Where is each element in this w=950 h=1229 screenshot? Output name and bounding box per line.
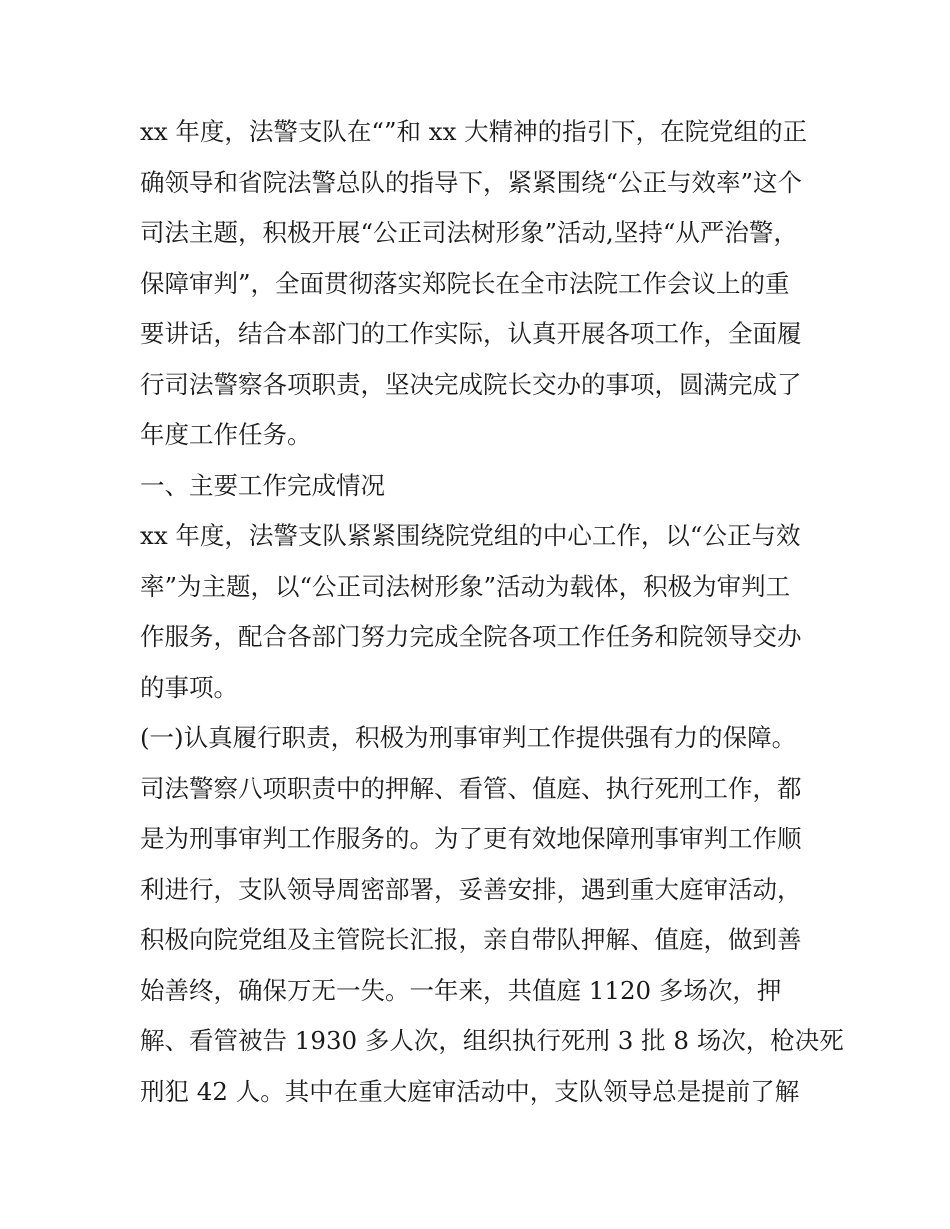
subsection-heading: (一)认真履行职责，积极为刑事审判工作提供强有力的保障。 xyxy=(140,723,797,752)
text-line: 要讲话，结合本部门的工作实际，认真开展各项工作，全面履 xyxy=(140,319,802,348)
text-line: 积极向院党组及主管院长汇报，亲自带队押解、值庭，做到善 xyxy=(140,925,802,954)
text-line: 解、看管被告 1930 多人次，组织执行死刑 3 批 8 场次，枪决死 xyxy=(140,1026,844,1055)
text-line: 司法主题，积极开展“公正司法树形象”活动,坚持“从严治警， xyxy=(140,218,798,247)
text-line: xx 年度，法警支队紧紧围绕院党组的中心工作，以“公正与效 xyxy=(140,521,801,550)
text-line: 的事项。 xyxy=(140,672,238,702)
text-line: 司法警察八项职责中的押解、看管、值庭、执行死刑工作，都 xyxy=(140,773,802,803)
section-heading: 一、主要工作完成情况 xyxy=(140,470,385,500)
text-line: 始善终，确保万无一失。一年来，共值庭 1120 多场次，押 xyxy=(140,975,782,1005)
text-line: 年度工作任务。 xyxy=(140,420,312,449)
text-line: 确领导和省院法警总队的指导下，紧紧围绕“公正与效率”这个 xyxy=(140,167,803,197)
text-line: 作服务，配合各部门努力完成全院各项工作任务和院领导交办 xyxy=(140,622,802,651)
text-line: 是为刑事审判工作服务的。为了更有效地保障刑事审判工作顺 xyxy=(140,824,802,853)
text-line: 行司法警察各项职责，坚决完成院长交办的事项，圆满完成了 xyxy=(140,369,802,399)
text-line: 保障审判”，全面贯彻落实郑院长在全市法院工作会议上的重 xyxy=(140,268,790,298)
text-line: 刑犯 42 人。其中在重大庭审活动中，支队领导总是提前了解 xyxy=(140,1076,800,1106)
text-line: 利进行，支队领导周密部署，妥善安排，遇到重大庭审活动， xyxy=(140,874,802,904)
text-line: xx 年度，法警支队在“”和 xx 大精神的指引下，在院党组的正 xyxy=(140,117,808,146)
text-line: 率”为主题，以“公正司法树形象”活动为载体，积极为审判工 xyxy=(140,571,791,601)
document-body xyxy=(140,107,844,1117)
